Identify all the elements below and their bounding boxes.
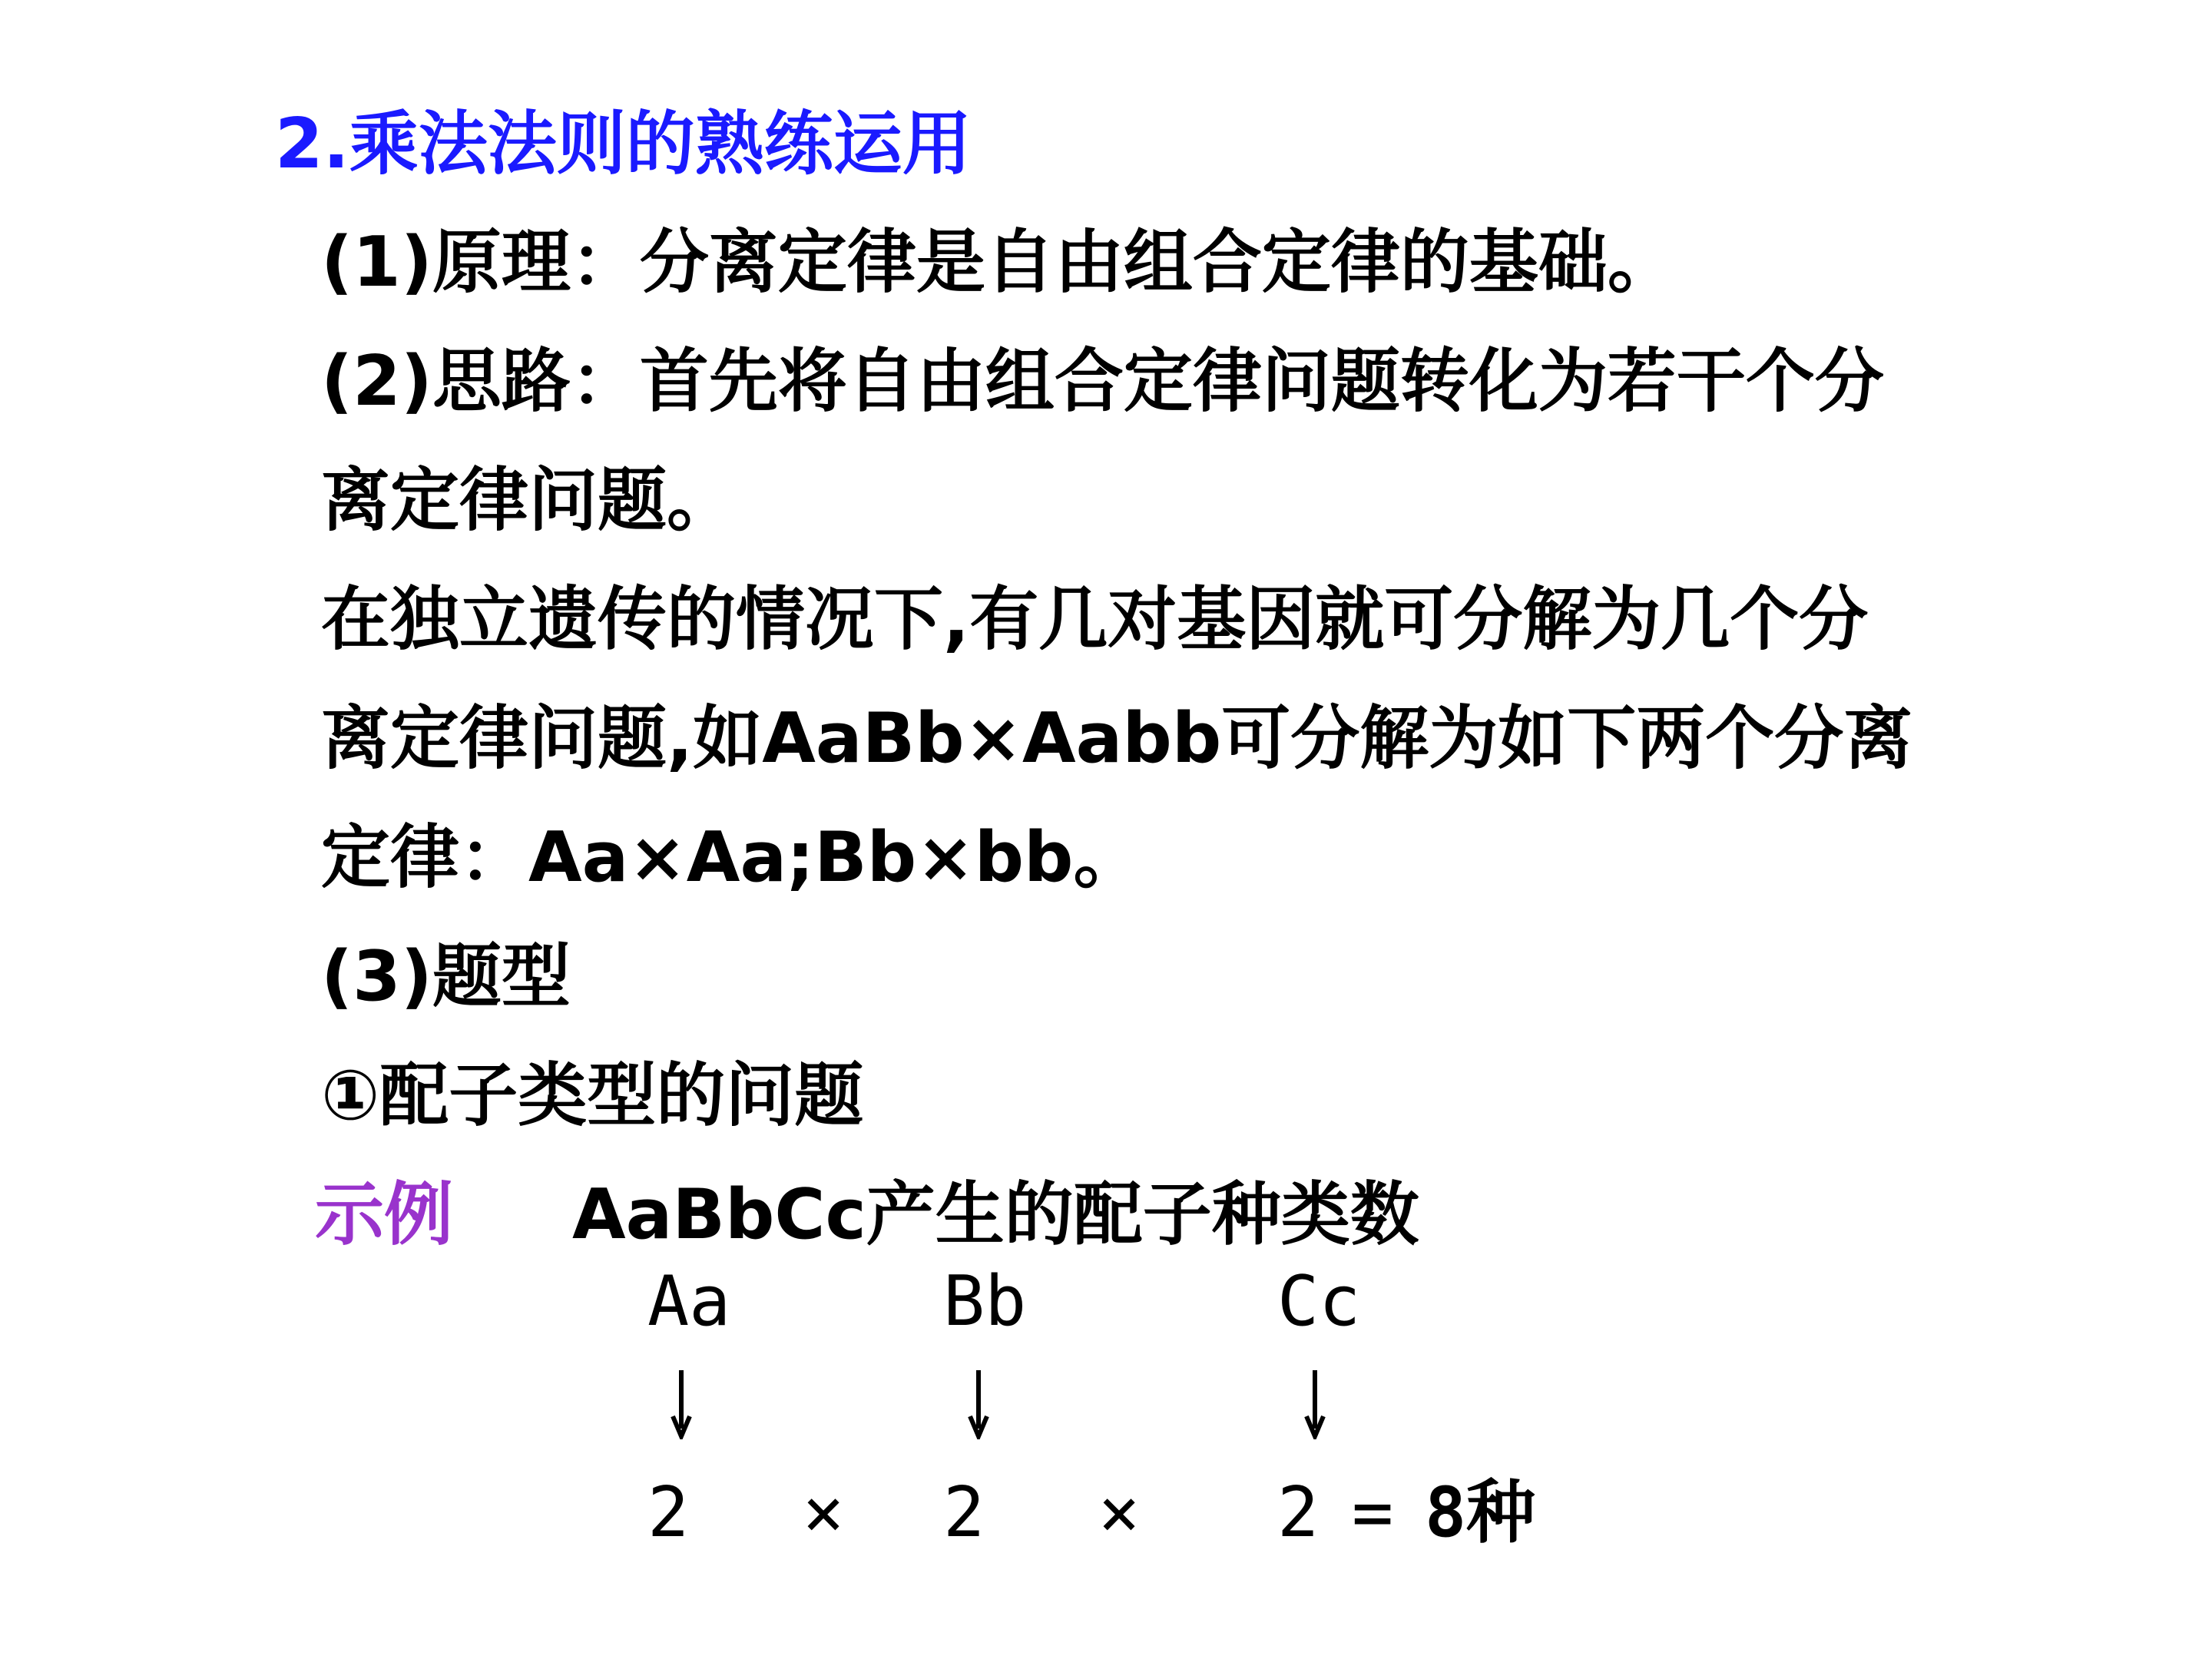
question-types-heading: (3)题型 bbox=[321, 936, 571, 1017]
explanation-line-1: 在独立遗传的情况下,有几对基因就可分解为几个分 bbox=[321, 579, 1869, 660]
example-label: 示例 bbox=[315, 1174, 453, 1255]
down-arrow-icon bbox=[967, 1369, 990, 1439]
gene-bb: Bb bbox=[943, 1261, 1027, 1342]
count-aa: 2 bbox=[647, 1472, 690, 1553]
gene-aa: Aa bbox=[647, 1261, 731, 1342]
gene-cc: Cc bbox=[1277, 1261, 1361, 1342]
times-sign: × bbox=[1098, 1472, 1141, 1553]
count-cc: 2 bbox=[1277, 1472, 1320, 1553]
example-text: AaBbCc产生的配子种类数 bbox=[572, 1174, 1419, 1255]
principle-line: (1)原理：分离定律是自由组合定律的基础。 bbox=[321, 222, 1677, 303]
down-arrow-icon bbox=[670, 1369, 693, 1439]
count-bb: 2 bbox=[943, 1472, 985, 1553]
approach-line-1: (2)思路：首先将自由组合定律问题转化为若干个分 bbox=[321, 341, 1884, 422]
times-sign: × bbox=[803, 1472, 845, 1553]
down-arrow-icon bbox=[1303, 1369, 1326, 1439]
equals-sign: = bbox=[1352, 1472, 1394, 1553]
result-value: 8种 bbox=[1425, 1472, 1536, 1553]
approach-line-2: 离定律问题。 bbox=[321, 460, 736, 541]
explanation-line-2: 离定律问题,如AaBb×Aabb可分解为如下两个分离 bbox=[321, 698, 1913, 779]
gamete-type-heading: ①配子类型的问题 bbox=[321, 1055, 864, 1136]
explanation-line-3: 定律：Aa×Aa;Bb×bb。 bbox=[321, 817, 1143, 898]
section-title: 2.乘法法则的熟练运用 bbox=[275, 104, 972, 184]
